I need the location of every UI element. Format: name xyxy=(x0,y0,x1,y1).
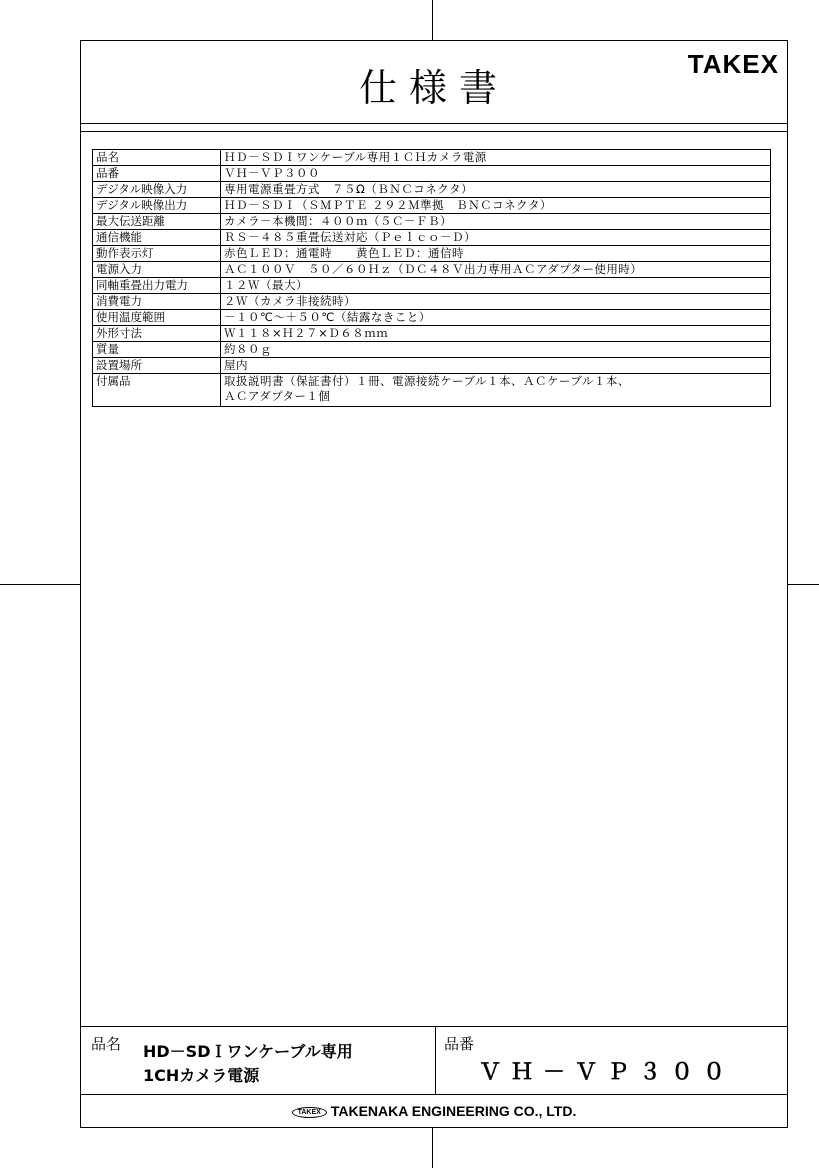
crop-mark-left xyxy=(0,584,80,585)
table-row xyxy=(93,374,771,407)
spec-value: 専用電源重畳方式 ７５Ω（ＢＮＣコネクタ） xyxy=(221,182,771,198)
spec-value: ＲＳ－４８５重畳伝送対応（Ｐｅｌｃｏ－Ｄ） xyxy=(221,230,771,246)
spec-value: 取扱説明書（保証書付）１冊、電源接続ケーブル１本、ＡＣケーブル１本、 xyxy=(224,374,630,388)
company-bar xyxy=(81,1094,787,1130)
table-row xyxy=(93,342,771,358)
table-row xyxy=(93,326,771,342)
table-row xyxy=(93,262,771,278)
spec-value: ＨＤ－ＳＤＩワンケーブル専用１ＣＨカメラ電源 xyxy=(221,150,771,166)
footer xyxy=(81,1026,787,1129)
spec-key: 品名 xyxy=(93,150,221,166)
spec-value: １２Ｗ（最大） xyxy=(221,278,771,294)
spec-key: 電源入力 xyxy=(93,262,221,278)
table-row xyxy=(93,230,771,246)
product-name-label: 品名 xyxy=(91,1035,122,1053)
spec-key: 設置場所 xyxy=(93,358,221,374)
spec-value-line2: ＡＣアダプター１個 xyxy=(224,389,331,403)
spec-key: 消費電力 xyxy=(93,294,221,310)
brand-logo: TAKEX xyxy=(687,49,779,79)
table-row xyxy=(93,166,771,182)
spec-value: 赤色ＬＥＤ：通電時 黄色ＬＥＤ：通信時 xyxy=(221,246,771,262)
table-row xyxy=(93,150,771,166)
product-name-line2: 1CHカメラ電源 xyxy=(143,1066,260,1085)
spec-value: ＨＤ－ＳＤＩ（ＳＭＰＴＥ ２９２Ｍ準拠 ＢＮＣコネクタ） xyxy=(221,198,771,214)
spec-key: デジタル映像入力 xyxy=(93,182,221,198)
product-number-box xyxy=(435,1027,787,1094)
spec-key: 通信機能 xyxy=(93,230,221,246)
table-row xyxy=(93,246,771,262)
product-name-box xyxy=(81,1027,436,1094)
spec-value: カメラ－本機間：４００ｍ（５Ｃ－ＦＢ） xyxy=(221,214,771,230)
spec-value: ＡＣ１００Ｖ ５０／６０Ｈｚ（ＤＣ４８Ｖ出力専用ＡＣアダプター使用時） xyxy=(221,262,771,278)
spec-table xyxy=(92,149,771,407)
table-row xyxy=(93,182,771,198)
table-row xyxy=(93,358,771,374)
spec-key: 外形寸法 xyxy=(93,326,221,342)
product-name-line1: HD－SDＩワンケーブル専用 xyxy=(143,1042,353,1061)
spec-sheet xyxy=(80,40,788,1128)
spec-key: 最大伝送距離 xyxy=(93,214,221,230)
table-row xyxy=(93,278,771,294)
table-row xyxy=(93,310,771,326)
spec-key: 使用温度範囲 xyxy=(93,310,221,326)
takex-logo-icon: TAKEX xyxy=(292,1107,327,1118)
spec-value: －１０℃～＋５０℃（結露なきこと） xyxy=(221,310,771,326)
divider xyxy=(81,131,787,132)
spec-key: 質量 xyxy=(93,342,221,358)
product-number-label: 品番 xyxy=(444,1035,475,1053)
spec-key: 同軸重畳出力電力 xyxy=(93,278,221,294)
crop-mark-top xyxy=(432,0,433,40)
spec-value: ２Ｗ（カメラ非接続時） xyxy=(221,294,771,310)
product-number: ＶＨ－ＶＰ３００ xyxy=(479,1060,736,1085)
spec-value: Ｗ１１８×Ｈ２７×Ｄ６８ｍｍ xyxy=(221,326,771,342)
crop-mark-right xyxy=(788,584,819,585)
company-name: TAKENAKA ENGINEERING CO., LTD. xyxy=(330,1103,577,1119)
crop-mark-bottom xyxy=(432,1128,433,1168)
spec-value: 屋内 xyxy=(221,358,771,374)
company-line xyxy=(81,1103,787,1119)
spec-key: 品番 xyxy=(93,166,221,182)
table-row xyxy=(93,198,771,214)
spec-value-cell xyxy=(221,374,771,407)
spec-key: デジタル映像出力 xyxy=(93,198,221,214)
title-area xyxy=(81,41,787,124)
spec-key: 動作表示灯 xyxy=(93,246,221,262)
spec-value: ＶＨ－ＶＰ３００ xyxy=(221,166,771,182)
table-row xyxy=(93,294,771,310)
spec-value: 約８０ｇ xyxy=(221,342,771,358)
spec-key: 付属品 xyxy=(93,374,221,407)
page-title: 仕様書 xyxy=(358,66,509,110)
table-row xyxy=(93,214,771,230)
